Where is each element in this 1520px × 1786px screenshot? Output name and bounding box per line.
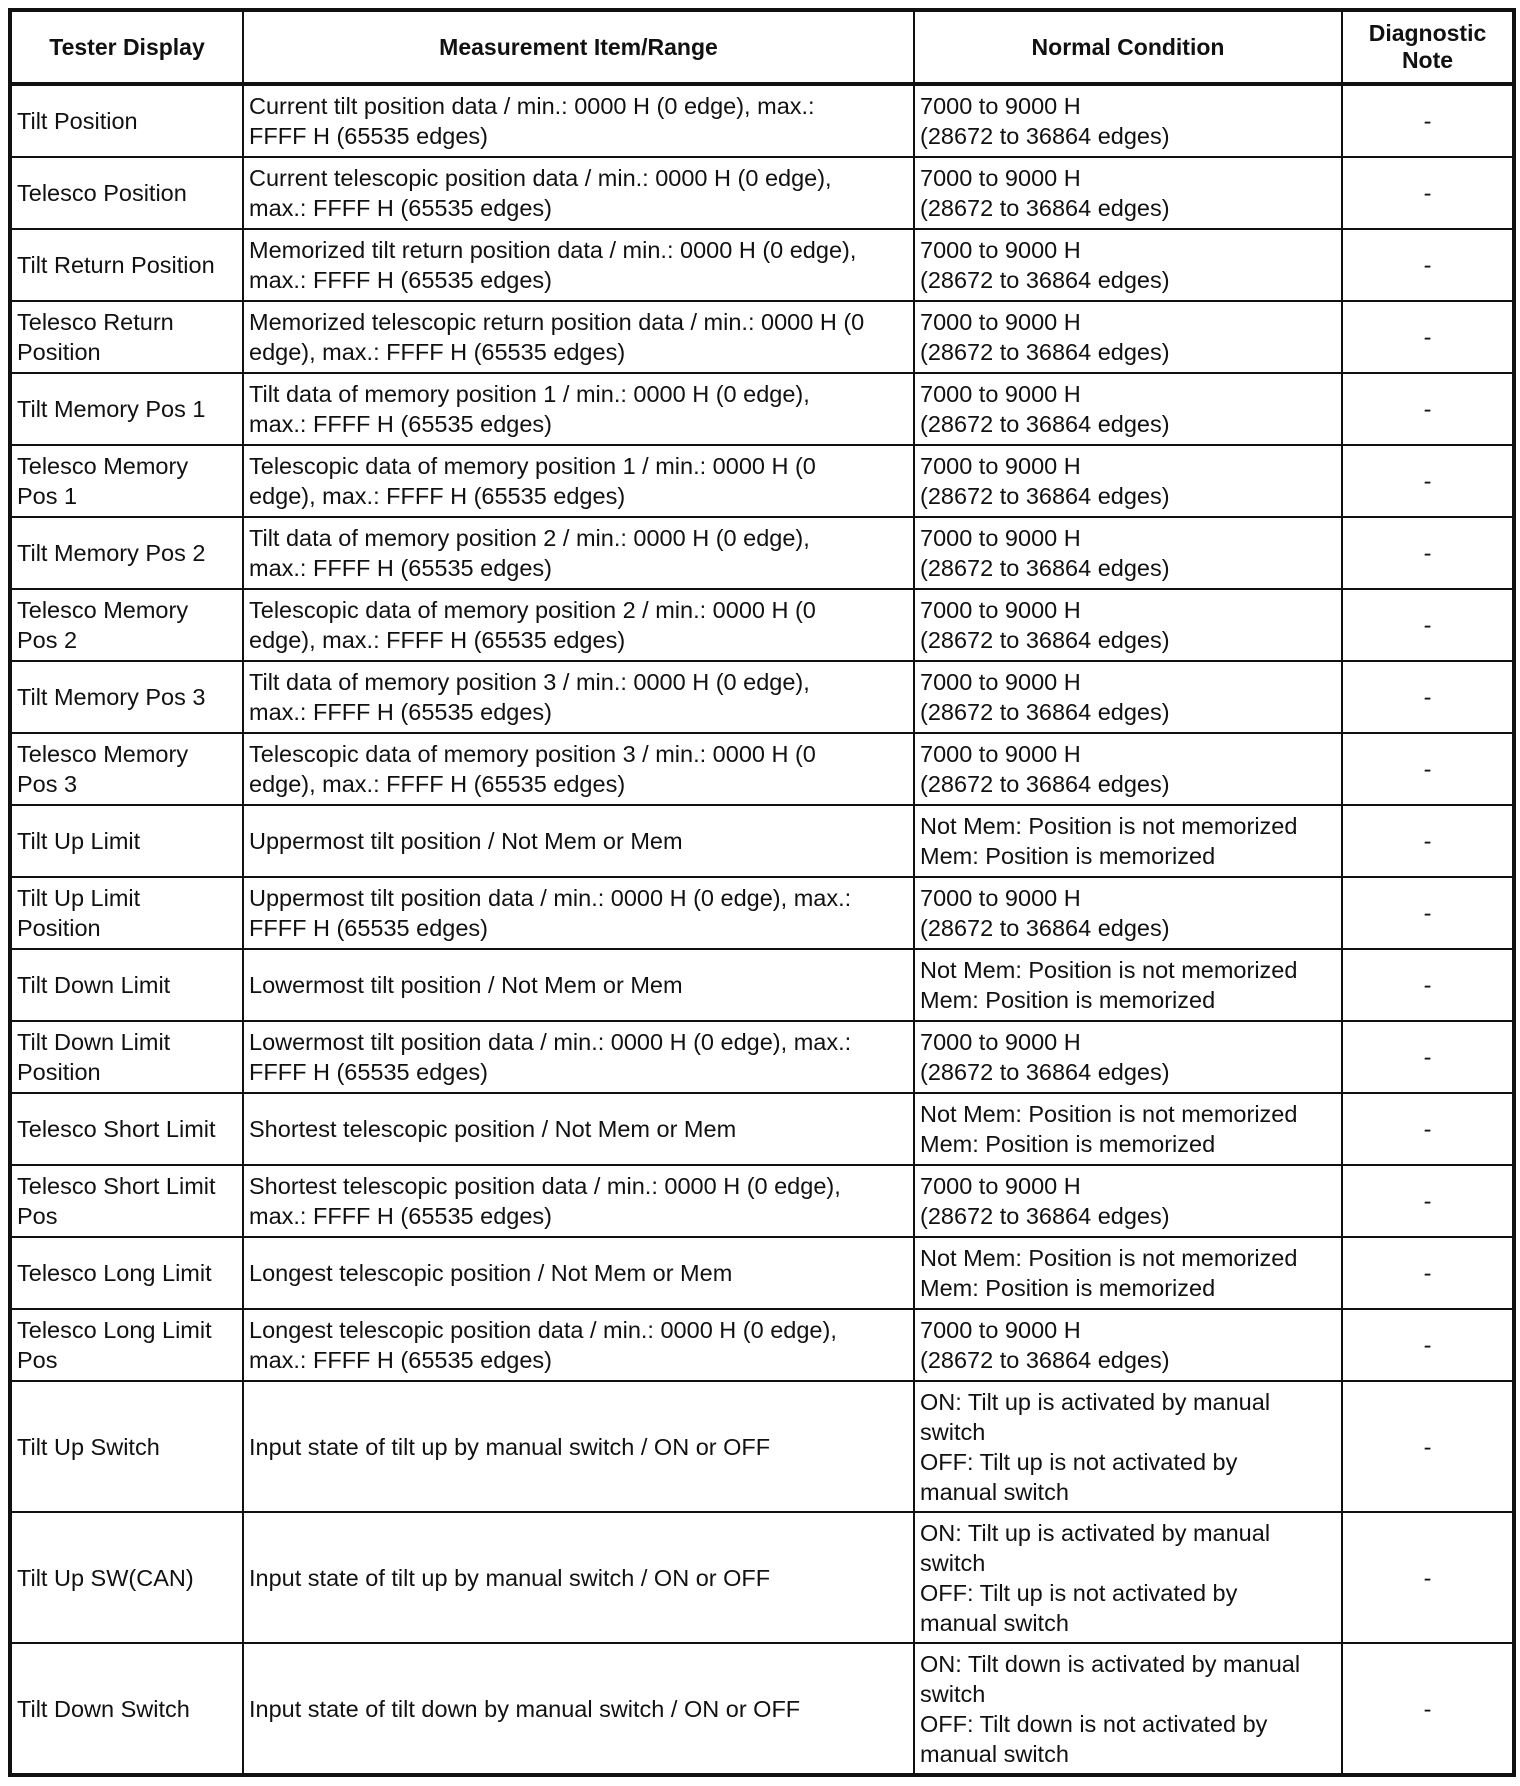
document-page	[8, 8, 1512, 1777]
cell-normal-condition: 7000 to 9000 H (28672 to 36864 edges)	[914, 589, 1342, 661]
cell-measurement-item: Input state of tilt up by manual switch / ON or OFF	[243, 1381, 914, 1512]
cell-diagnostic-note: -	[1342, 733, 1514, 805]
cell-diagnostic-note: -	[1342, 373, 1514, 445]
cell-measurement-item: Lowermost tilt position data / min.: 0000 H (0 edge), max.: FFFF H (65535 edges)	[243, 1021, 914, 1093]
cell-normal-condition: 7000 to 9000 H (28672 to 36864 edges)	[914, 517, 1342, 589]
cell-measurement-item: Lowermost tilt position / Not Mem or Mem	[243, 949, 914, 1021]
cell-diagnostic-note: -	[1342, 589, 1514, 661]
cell-tester-display: Tilt Position	[10, 84, 243, 157]
cell-normal-condition: ON: Tilt down is activated by manual switch OFF: Tilt down is not activated by manual switch	[914, 1643, 1342, 1775]
cell-tester-display: Tilt Memory Pos 1	[10, 373, 243, 445]
table-row	[10, 1309, 1514, 1381]
cell-diagnostic-note: -	[1342, 229, 1514, 301]
cell-normal-condition: 7000 to 9000 H (28672 to 36864 edges)	[914, 1021, 1342, 1093]
table-row	[10, 949, 1514, 1021]
cell-diagnostic-note: -	[1342, 157, 1514, 229]
cell-tester-display: Tilt Up Switch	[10, 1381, 243, 1512]
cell-tester-display: Telesco Short Limit	[10, 1093, 243, 1165]
header-diagnostic-note: Diagnostic Note	[1342, 10, 1514, 84]
cell-normal-condition: 7000 to 9000 H (28672 to 36864 edges)	[914, 157, 1342, 229]
cell-tester-display: Telesco Return Position	[10, 301, 243, 373]
table-row	[10, 805, 1514, 877]
cell-diagnostic-note: -	[1342, 1643, 1514, 1775]
table-row	[10, 661, 1514, 733]
cell-normal-condition: ON: Tilt up is activated by manual switch OFF: Tilt up is not activated by manual switch	[914, 1512, 1342, 1643]
cell-measurement-item: Telescopic data of memory position 2 / min.: 0000 H (0 edge), max.: FFFF H (65535 edges)	[243, 589, 914, 661]
cell-tester-display: Telesco Memory Pos 1	[10, 445, 243, 517]
cell-measurement-item: Input state of tilt down by manual switch / ON or OFF	[243, 1643, 914, 1775]
cell-measurement-item: Tilt data of memory position 2 / min.: 0000 H (0 edge), max.: FFFF H (65535 edges)	[243, 517, 914, 589]
cell-tester-display: Tilt Up Limit Position	[10, 877, 243, 949]
cell-measurement-item: Memorized telescopic return position data / min.: 0000 H (0 edge), max.: FFFF H (65535 edges)	[243, 301, 914, 373]
table-row	[10, 733, 1514, 805]
cell-measurement-item: Tilt data of memory position 3 / min.: 0000 H (0 edge), max.: FFFF H (65535 edges)	[243, 661, 914, 733]
cell-measurement-item: Input state of tilt up by manual switch / ON or OFF	[243, 1512, 914, 1643]
header-tester-display: Tester Display	[10, 10, 243, 84]
cell-normal-condition: 7000 to 9000 H (28672 to 36864 edges)	[914, 373, 1342, 445]
table-row	[10, 229, 1514, 301]
cell-diagnostic-note: -	[1342, 517, 1514, 589]
cell-normal-condition: ON: Tilt up is activated by manual switch OFF: Tilt up is not activated by manual switch	[914, 1381, 1342, 1512]
cell-measurement-item: Current telescopic position data / min.: 0000 H (0 edge), max.: FFFF H (65535 edges)	[243, 157, 914, 229]
cell-tester-display: Telesco Memory Pos 3	[10, 733, 243, 805]
table-header-row	[10, 10, 1514, 84]
cell-normal-condition: 7000 to 9000 H (28672 to 36864 edges)	[914, 733, 1342, 805]
cell-normal-condition: Not Mem: Position is not memorized Mem: Position is memorized	[914, 805, 1342, 877]
cell-measurement-item: Uppermost tilt position data / min.: 0000 H (0 edge), max.: FFFF H (65535 edges)	[243, 877, 914, 949]
cell-tester-display: Telesco Short Limit Pos	[10, 1165, 243, 1237]
cell-diagnostic-note: -	[1342, 805, 1514, 877]
cell-normal-condition: 7000 to 9000 H (28672 to 36864 edges)	[914, 1309, 1342, 1381]
cell-normal-condition: 7000 to 9000 H (28672 to 36864 edges)	[914, 301, 1342, 373]
cell-diagnostic-note: -	[1342, 1093, 1514, 1165]
cell-normal-condition: 7000 to 9000 H (28672 to 36864 edges)	[914, 84, 1342, 157]
cell-tester-display: Tilt Memory Pos 2	[10, 517, 243, 589]
table-row	[10, 517, 1514, 589]
cell-tester-display: Telesco Long Limit Pos	[10, 1309, 243, 1381]
cell-diagnostic-note: -	[1342, 877, 1514, 949]
cell-measurement-item: Longest telescopic position / Not Mem or Mem	[243, 1237, 914, 1309]
cell-normal-condition: Not Mem: Position is not memorized Mem: Position is memorized	[914, 949, 1342, 1021]
cell-normal-condition: Not Mem: Position is not memorized Mem: Position is memorized	[914, 1237, 1342, 1309]
table-row	[10, 84, 1514, 157]
cell-tester-display: Telesco Position	[10, 157, 243, 229]
cell-diagnostic-note: -	[1342, 1021, 1514, 1093]
cell-diagnostic-note: -	[1342, 949, 1514, 1021]
cell-tester-display: Tilt Up SW(CAN)	[10, 1512, 243, 1643]
cell-normal-condition: 7000 to 9000 H (28672 to 36864 edges)	[914, 877, 1342, 949]
cell-measurement-item: Tilt data of memory position 1 / min.: 0000 H (0 edge), max.: FFFF H (65535 edges)	[243, 373, 914, 445]
table-row	[10, 301, 1514, 373]
table-row	[10, 1381, 1514, 1512]
table-row	[10, 445, 1514, 517]
table-row	[10, 157, 1514, 229]
cell-normal-condition: 7000 to 9000 H (28672 to 36864 edges)	[914, 229, 1342, 301]
header-normal-condition: Normal Condition	[914, 10, 1342, 84]
cell-tester-display: Tilt Return Position	[10, 229, 243, 301]
cell-normal-condition: 7000 to 9000 H (28672 to 36864 edges)	[914, 661, 1342, 733]
cell-diagnostic-note: -	[1342, 445, 1514, 517]
cell-diagnostic-note: -	[1342, 661, 1514, 733]
cell-tester-display: Tilt Down Limit Position	[10, 1021, 243, 1093]
cell-tester-display: Tilt Memory Pos 3	[10, 661, 243, 733]
table-row	[10, 1643, 1514, 1775]
table-row	[10, 1093, 1514, 1165]
cell-measurement-item: Telescopic data of memory position 3 / min.: 0000 H (0 edge), max.: FFFF H (65535 edges)	[243, 733, 914, 805]
cell-tester-display: Tilt Down Switch	[10, 1643, 243, 1775]
cell-normal-condition: Not Mem: Position is not memorized Mem: Position is memorized	[914, 1093, 1342, 1165]
table-row	[10, 1021, 1514, 1093]
cell-measurement-item: Shortest telescopic position / Not Mem or Mem	[243, 1093, 914, 1165]
cell-diagnostic-note: -	[1342, 1237, 1514, 1309]
table-row	[10, 1237, 1514, 1309]
cell-diagnostic-note: -	[1342, 1381, 1514, 1512]
cell-tester-display: Telesco Memory Pos 2	[10, 589, 243, 661]
cell-normal-condition: 7000 to 9000 H (28672 to 36864 edges)	[914, 445, 1342, 517]
header-measurement-item-range: Measurement Item/Range	[243, 10, 914, 84]
cell-measurement-item: Current tilt position data / min.: 0000 H (0 edge), max.: FFFF H (65535 edges)	[243, 84, 914, 157]
cell-measurement-item: Shortest telescopic position data / min.: 0000 H (0 edge), max.: FFFF H (65535 edges)	[243, 1165, 914, 1237]
cell-tester-display: Telesco Long Limit	[10, 1237, 243, 1309]
cell-diagnostic-note: -	[1342, 1309, 1514, 1381]
table-row	[10, 589, 1514, 661]
cell-diagnostic-note: -	[1342, 1165, 1514, 1237]
cell-normal-condition: 7000 to 9000 H (28672 to 36864 edges)	[914, 1165, 1342, 1237]
tester-display-table	[8, 8, 1516, 1777]
table-row	[10, 373, 1514, 445]
cell-measurement-item: Telescopic data of memory position 1 / min.: 0000 H (0 edge), max.: FFFF H (65535 edges)	[243, 445, 914, 517]
cell-measurement-item: Uppermost tilt position / Not Mem or Mem	[243, 805, 914, 877]
cell-diagnostic-note: -	[1342, 84, 1514, 157]
table-row	[10, 1165, 1514, 1237]
table-row	[10, 877, 1514, 949]
cell-measurement-item: Longest telescopic position data / min.: 0000 H (0 edge), max.: FFFF H (65535 edges)	[243, 1309, 914, 1381]
cell-diagnostic-note: -	[1342, 301, 1514, 373]
table-row	[10, 1512, 1514, 1643]
cell-diagnostic-note: -	[1342, 1512, 1514, 1643]
cell-tester-display: Tilt Up Limit	[10, 805, 243, 877]
cell-measurement-item: Memorized tilt return position data / min.: 0000 H (0 edge), max.: FFFF H (65535 edges)	[243, 229, 914, 301]
cell-tester-display: Tilt Down Limit	[10, 949, 243, 1021]
